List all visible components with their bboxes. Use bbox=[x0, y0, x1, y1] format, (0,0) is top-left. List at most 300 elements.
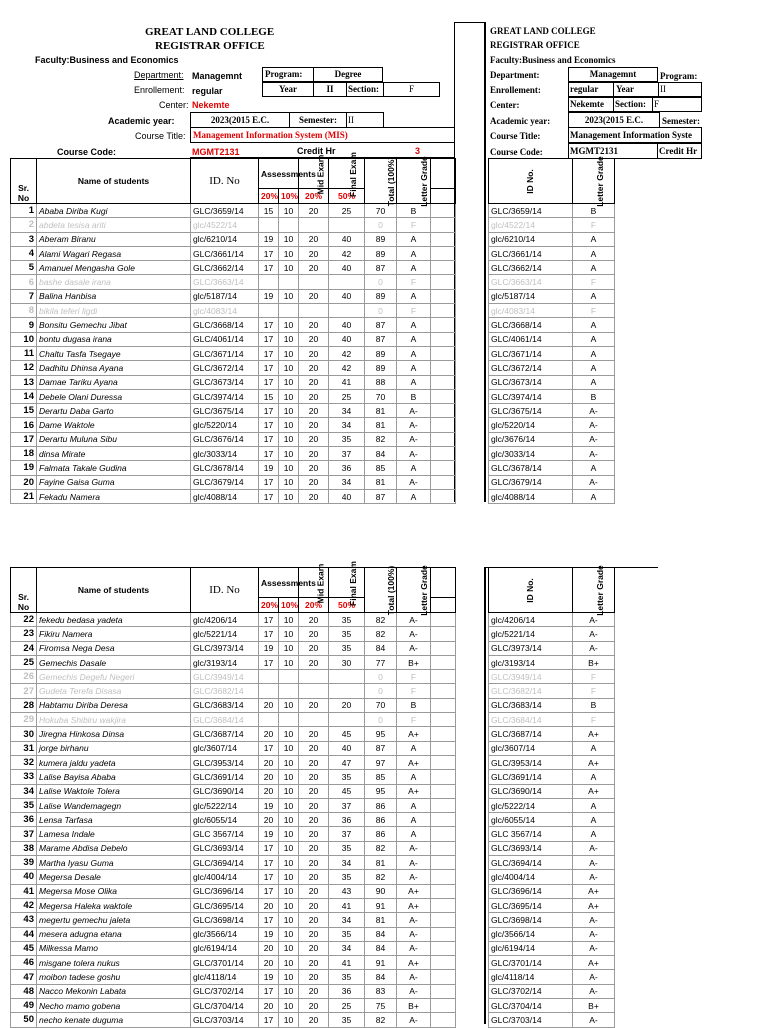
letter-grade-cell: A bbox=[397, 741, 431, 755]
office-title: REGISTRAR OFFICE bbox=[155, 40, 265, 52]
summary-id-cell: GLC 3567/14 bbox=[489, 827, 573, 841]
blank-cell bbox=[431, 404, 456, 418]
assess-a-cell: 17 bbox=[259, 884, 279, 898]
summary-row bbox=[489, 970, 615, 984]
sr-no-cell: 30 bbox=[11, 727, 37, 741]
letter-grade-cell: A- bbox=[397, 870, 431, 884]
blank-cell bbox=[431, 898, 456, 912]
assess-a-cell: 20 bbox=[259, 956, 279, 970]
student-row bbox=[11, 941, 456, 955]
total-cell: 84 bbox=[365, 970, 397, 984]
student-row bbox=[11, 884, 456, 898]
blank-cell bbox=[431, 927, 456, 941]
total-cell: 89 bbox=[365, 232, 397, 246]
blank-cell bbox=[431, 361, 456, 375]
summary-id-cell: GLC/3661/14 bbox=[489, 246, 573, 260]
assess-b-cell: 10 bbox=[279, 332, 299, 346]
mid-exam-cell bbox=[299, 713, 329, 727]
letter-grade-cell: A bbox=[397, 813, 431, 827]
letter-grade-header-text: Letter Grade bbox=[418, 565, 429, 616]
mid-exam-cell: 20 bbox=[299, 827, 329, 841]
total-cell: 83 bbox=[365, 984, 397, 998]
final-exam-cell: 35 bbox=[329, 641, 365, 655]
summary-id-cell: GLC/3673/14 bbox=[489, 375, 573, 389]
mid-exam-header-text: Mid Exam bbox=[315, 563, 326, 603]
summary-row bbox=[489, 798, 615, 812]
assess-b-cell: 10 bbox=[279, 361, 299, 375]
blank-pct bbox=[431, 189, 456, 204]
summary-grade-cell: F bbox=[573, 713, 615, 727]
summary-row bbox=[489, 627, 615, 641]
assess-a-cell: 17 bbox=[259, 246, 279, 260]
final-exam-cell: 34 bbox=[329, 856, 365, 870]
assess-a-cell: 20 bbox=[259, 999, 279, 1013]
student-row bbox=[11, 389, 456, 403]
summary-id-cell: glc/6055/14 bbox=[489, 813, 573, 827]
summary-id-cell: GLC/3682/14 bbox=[489, 684, 573, 698]
student-name-cell: fekedu bedasa yadeta bbox=[37, 613, 191, 627]
mid-exam-cell bbox=[299, 670, 329, 684]
letter-grade-cell: B+ bbox=[397, 999, 431, 1013]
total-header bbox=[365, 156, 397, 207]
course-title-label: Course Title: bbox=[135, 131, 186, 141]
assess-a-cell: 17 bbox=[259, 404, 279, 418]
summary-grade-cell: A bbox=[573, 741, 615, 755]
student-name-cell: Megersa Mose Olika bbox=[37, 884, 191, 898]
summary-grade-cell: A bbox=[573, 461, 615, 475]
year-label: Year bbox=[262, 82, 314, 97]
student-name-cell: Aberam Biranu bbox=[37, 232, 191, 246]
student-id-cell: glc/4083/14 bbox=[191, 304, 259, 318]
mid-exam-cell: 20 bbox=[299, 798, 329, 812]
letter-grade-cell: A- bbox=[397, 1013, 431, 1027]
assess-b-pct: 10% bbox=[279, 189, 299, 204]
letter-grade-cell: F bbox=[397, 218, 431, 232]
mid-pct: 20% bbox=[299, 189, 329, 204]
student-id-cell: GLC/3953/14 bbox=[191, 755, 259, 769]
letter-grade-cell: F bbox=[397, 304, 431, 318]
final-exam-cell: 40 bbox=[329, 232, 365, 246]
assess-b-cell: 10 bbox=[279, 204, 299, 218]
total-cell: 86 bbox=[365, 827, 397, 841]
student-id-cell: GLC/3676/14 bbox=[191, 432, 259, 446]
letter-grade-cell: A bbox=[397, 461, 431, 475]
total-cell: 84 bbox=[365, 447, 397, 461]
sr-no-cell: 47 bbox=[11, 970, 37, 984]
summary-id-cell: GLC/3698/14 bbox=[489, 913, 573, 927]
assess-a-cell: 17 bbox=[259, 655, 279, 669]
semester-label: Semester: bbox=[289, 112, 347, 128]
student-name-cell: bontu dugasa irana bbox=[37, 332, 191, 346]
student-row bbox=[11, 684, 456, 698]
student-id-cell: GLC/3679/14 bbox=[191, 475, 259, 489]
summary-grade-cell: A bbox=[573, 489, 615, 503]
summary-row bbox=[489, 784, 615, 798]
blank-cell bbox=[431, 741, 456, 755]
sr-no-cell: 3 bbox=[11, 232, 37, 246]
summary-row bbox=[489, 827, 615, 841]
total-cell: 87 bbox=[365, 489, 397, 503]
summary-id-cell: glc/4083/14 bbox=[489, 304, 573, 318]
grades-summary-top bbox=[488, 158, 615, 504]
summary-id-cell: GLC/3662/14 bbox=[489, 261, 573, 275]
right-college-title: GREAT LAND COLLEGE bbox=[490, 26, 596, 36]
assess-b-cell: 10 bbox=[279, 318, 299, 332]
sr-no-cell: 10 bbox=[11, 332, 37, 346]
student-id-cell: GLC/3691/14 bbox=[191, 770, 259, 784]
summary-id-cell: glc/4206/14 bbox=[489, 613, 573, 627]
id-no-header: ID. No bbox=[191, 159, 259, 204]
student-row bbox=[11, 404, 456, 418]
student-row bbox=[11, 318, 456, 332]
id-no-header: ID. No bbox=[191, 568, 259, 613]
student-name-cell: Damae Tariku Ayana bbox=[37, 375, 191, 389]
student-name-cell: Debele Olani Duressa bbox=[37, 389, 191, 403]
blank-cell bbox=[431, 418, 456, 432]
letter-grade-cell: A- bbox=[397, 941, 431, 955]
letter-grade-cell: A- bbox=[397, 447, 431, 461]
student-name-cell: Hokuba Shibiru wakjira bbox=[37, 713, 191, 727]
student-id-cell: glc/3033/14 bbox=[191, 447, 259, 461]
final-exam-cell: 40 bbox=[329, 261, 365, 275]
summary-grade-cell: A- bbox=[573, 927, 615, 941]
sr-no-cell: 42 bbox=[11, 898, 37, 912]
assess-b-cell: 10 bbox=[279, 232, 299, 246]
assess-a-cell: 17 bbox=[259, 432, 279, 446]
right-enrollment-label: Enrollement: bbox=[490, 85, 541, 95]
assess-b-cell: 10 bbox=[279, 784, 299, 798]
letter-grade-cell: F bbox=[397, 713, 431, 727]
mid-exam-cell: 20 bbox=[299, 627, 329, 641]
assess-b-cell bbox=[279, 713, 299, 727]
assess-b-cell: 10 bbox=[279, 418, 299, 432]
student-id-cell: GLC/3698/14 bbox=[191, 913, 259, 927]
assess-a-pct: 20% bbox=[259, 598, 279, 613]
summary-grade-cell: A- bbox=[573, 913, 615, 927]
right-grade-header bbox=[573, 156, 615, 207]
final-exam-cell bbox=[329, 713, 365, 727]
assess-a-cell: 20 bbox=[259, 941, 279, 955]
assess-b-cell: 10 bbox=[279, 927, 299, 941]
final-exam-cell: 40 bbox=[329, 318, 365, 332]
blank-cell bbox=[431, 289, 456, 303]
right-id-header-text: ID No. bbox=[525, 169, 535, 194]
sr-no-cell: 1 bbox=[11, 204, 37, 218]
assess-a-cell: 19 bbox=[259, 970, 279, 984]
student-row bbox=[11, 275, 456, 289]
total-cell: 0 bbox=[365, 670, 397, 684]
student-name-cell: Gudeta Terefa Disasa bbox=[37, 684, 191, 698]
mid-exam-cell: 20 bbox=[299, 813, 329, 827]
summary-grade-cell: B+ bbox=[573, 999, 615, 1013]
right-id-header-text: ID No. bbox=[525, 578, 535, 603]
mid-exam-cell: 20 bbox=[299, 613, 329, 627]
blank-cell bbox=[431, 813, 456, 827]
mid-exam-cell: 20 bbox=[299, 784, 329, 798]
right-course-code-label: Course Code: bbox=[490, 147, 543, 157]
total-cell: 70 bbox=[365, 698, 397, 712]
mid-exam-cell: 20 bbox=[299, 375, 329, 389]
student-name-cell: Ababa Diriba Kugi bbox=[37, 204, 191, 218]
student-row bbox=[11, 956, 456, 970]
mid-exam-cell: 20 bbox=[299, 856, 329, 870]
final-exam-cell: 40 bbox=[329, 489, 365, 503]
summary-grade-cell: A- bbox=[573, 970, 615, 984]
letter-grade-header bbox=[397, 156, 431, 207]
final-exam-cell: 36 bbox=[329, 461, 365, 475]
student-id-cell: GLC/3672/14 bbox=[191, 361, 259, 375]
blank-header bbox=[431, 568, 456, 598]
sr-no-cell: 14 bbox=[11, 389, 37, 403]
student-name-cell: Lamesa Indale bbox=[37, 827, 191, 841]
student-row bbox=[11, 361, 456, 375]
sr-no-cell: 18 bbox=[11, 447, 37, 461]
assess-b-cell: 10 bbox=[279, 389, 299, 403]
summary-row bbox=[489, 713, 615, 727]
final-exam-cell: 37 bbox=[329, 827, 365, 841]
summary-grade-cell: B bbox=[573, 204, 615, 218]
student-row bbox=[11, 670, 456, 684]
sr-no-cell: 20 bbox=[11, 475, 37, 489]
summary-row bbox=[489, 770, 615, 784]
summary-grade-cell: A bbox=[573, 827, 615, 841]
summary-row bbox=[489, 461, 615, 475]
student-name-cell: Lensa Tarfasa bbox=[37, 813, 191, 827]
right-department-value: Managemnt bbox=[568, 67, 658, 82]
mid-exam-cell: 20 bbox=[299, 841, 329, 855]
total-cell: 89 bbox=[365, 346, 397, 360]
assess-b-cell: 10 bbox=[279, 261, 299, 275]
mid-exam-cell: 20 bbox=[299, 941, 329, 955]
assess-a-cell bbox=[259, 275, 279, 289]
summary-grade-cell: A bbox=[573, 813, 615, 827]
summary-id-cell: GLC/3704/14 bbox=[489, 999, 573, 1013]
blank-cell bbox=[431, 698, 456, 712]
summary-id-cell: GLC/3668/14 bbox=[489, 318, 573, 332]
assess-a-cell: 17 bbox=[259, 475, 279, 489]
student-name-cell: Necho mamo gobena bbox=[37, 999, 191, 1013]
letter-grade-cell: A+ bbox=[397, 956, 431, 970]
sr-no-cell: 26 bbox=[11, 670, 37, 684]
sr-no-cell: 7 bbox=[11, 289, 37, 303]
student-row bbox=[11, 489, 456, 503]
student-row bbox=[11, 970, 456, 984]
student-id-cell: GLC/3974/14 bbox=[191, 389, 259, 403]
assess-b-cell: 10 bbox=[279, 475, 299, 489]
assess-b-cell: 10 bbox=[279, 913, 299, 927]
assess-b-cell: 10 bbox=[279, 827, 299, 841]
assess-a-cell: 19 bbox=[259, 798, 279, 812]
total-cell: 90 bbox=[365, 884, 397, 898]
final-exam-header-text: Final Exam bbox=[347, 560, 358, 606]
right-office-title: REGISTRAR OFFICE bbox=[490, 40, 580, 50]
letter-grade-cell: A- bbox=[397, 913, 431, 927]
summary-id-cell: glc/4004/14 bbox=[489, 870, 573, 884]
summary-grade-cell: A- bbox=[573, 432, 615, 446]
blank-cell bbox=[431, 627, 456, 641]
assess-a-cell: 20 bbox=[259, 755, 279, 769]
final-exam-cell: 37 bbox=[329, 798, 365, 812]
student-name-cell: Fekadu Namera bbox=[37, 489, 191, 503]
blank-cell bbox=[431, 318, 456, 332]
summary-row bbox=[489, 232, 615, 246]
student-name-cell: Derartu Daba Garto bbox=[37, 404, 191, 418]
assess-b-cell: 10 bbox=[279, 447, 299, 461]
assess-b-cell: 10 bbox=[279, 798, 299, 812]
final-exam-cell: 34 bbox=[329, 475, 365, 489]
assess-b-pct: 10% bbox=[279, 598, 299, 613]
year-value: II bbox=[313, 82, 347, 97]
summary-row bbox=[489, 684, 615, 698]
summary-grade-cell: A- bbox=[573, 404, 615, 418]
student-name-cell: jorge birhanu bbox=[37, 741, 191, 755]
total-cell: 81 bbox=[365, 913, 397, 927]
summary-row bbox=[489, 346, 615, 360]
blank-cell bbox=[431, 798, 456, 812]
student-id-cell: GLC/3696/14 bbox=[191, 884, 259, 898]
mid-exam-cell bbox=[299, 684, 329, 698]
letter-grade-cell: B bbox=[397, 389, 431, 403]
summary-id-cell: glc/4522/14 bbox=[489, 218, 573, 232]
student-name-header: Name of students bbox=[37, 159, 191, 204]
summary-grade-cell: A bbox=[573, 770, 615, 784]
blank-cell bbox=[431, 770, 456, 784]
summary-id-cell: glc/5221/14 bbox=[489, 627, 573, 641]
assess-a-cell: 17 bbox=[259, 489, 279, 503]
student-id-cell: GLC/3684/14 bbox=[191, 713, 259, 727]
assessment-header: Assessments bbox=[259, 159, 299, 189]
summary-row bbox=[489, 956, 615, 970]
final-exam-cell: 43 bbox=[329, 884, 365, 898]
right-grade-header bbox=[573, 565, 615, 616]
sr-no-cell: 41 bbox=[11, 884, 37, 898]
student-name-cell: Megersa Desale bbox=[37, 870, 191, 884]
summary-id-cell: GLC/3702/14 bbox=[489, 984, 573, 998]
right-id-header bbox=[489, 568, 573, 613]
summary-row bbox=[489, 361, 615, 375]
student-id-cell: GLC/3668/14 bbox=[191, 318, 259, 332]
mid-exam-cell: 20 bbox=[299, 389, 329, 403]
student-row bbox=[11, 375, 456, 389]
final-exam-cell: 42 bbox=[329, 246, 365, 260]
student-row bbox=[11, 346, 456, 360]
assess-a-cell: 20 bbox=[259, 727, 279, 741]
student-row bbox=[11, 627, 456, 641]
student-row bbox=[11, 913, 456, 927]
summary-row bbox=[489, 898, 615, 912]
total-cell: 82 bbox=[365, 841, 397, 855]
sr-no-cell: 13 bbox=[11, 375, 37, 389]
total-cell: 87 bbox=[365, 318, 397, 332]
summary-row bbox=[489, 927, 615, 941]
blank-cell bbox=[431, 489, 456, 503]
assess-b-cell: 10 bbox=[279, 641, 299, 655]
blank-cell bbox=[431, 375, 456, 389]
student-name-cell: Milkessa Mamo bbox=[37, 941, 191, 955]
mid-exam-header-text: Mid Exam bbox=[315, 154, 326, 194]
summary-id-cell: glc/3193/14 bbox=[489, 655, 573, 669]
summary-grade-cell: A bbox=[573, 246, 615, 260]
assess-b-cell: 10 bbox=[279, 375, 299, 389]
student-name-cell: Lalise Bayisa Ababa bbox=[37, 770, 191, 784]
sr-no-header: Sr. No bbox=[11, 159, 37, 204]
total-cell: 0 bbox=[365, 713, 397, 727]
summary-grade-cell: A- bbox=[573, 870, 615, 884]
letter-grade-header-text: Letter Grade bbox=[418, 156, 429, 207]
student-name-cell: Lalise Waktole Tolera bbox=[37, 784, 191, 798]
assess-b-cell: 10 bbox=[279, 627, 299, 641]
letter-grade-cell: A bbox=[397, 232, 431, 246]
mid-exam-cell: 20 bbox=[299, 755, 329, 769]
student-name-cell: moibon tadese goshu bbox=[37, 970, 191, 984]
blank-cell bbox=[431, 670, 456, 684]
summary-grade-cell: A bbox=[573, 361, 615, 375]
mid-exam-cell: 20 bbox=[299, 956, 329, 970]
right-grade-header-text: Letter Grade bbox=[594, 156, 605, 207]
student-row bbox=[11, 698, 456, 712]
student-id-cell: GLC/3704/14 bbox=[191, 999, 259, 1013]
assess-a-cell: 17 bbox=[259, 375, 279, 389]
lower-divider-right bbox=[484, 567, 486, 1024]
student-row bbox=[11, 289, 456, 303]
summary-row bbox=[489, 418, 615, 432]
summary-id-cell: glc/4118/14 bbox=[489, 970, 573, 984]
summary-row bbox=[489, 332, 615, 346]
blank-cell bbox=[431, 784, 456, 798]
student-row bbox=[11, 841, 456, 855]
mid-exam-header bbox=[299, 154, 329, 194]
total-cell: 82 bbox=[365, 432, 397, 446]
letter-grade-cell: A bbox=[397, 361, 431, 375]
student-id-cell: glc/6055/14 bbox=[191, 813, 259, 827]
mid-exam-cell: 20 bbox=[299, 870, 329, 884]
summary-id-cell: GLC/3672/14 bbox=[489, 361, 573, 375]
final-exam-cell: 35 bbox=[329, 970, 365, 984]
summary-id-cell: GLC/3678/14 bbox=[489, 461, 573, 475]
summary-id-cell: glc/4088/14 bbox=[489, 489, 573, 503]
mid-exam-cell: 20 bbox=[299, 698, 329, 712]
student-row bbox=[11, 304, 456, 318]
summary-grade-cell: A bbox=[573, 318, 615, 332]
total-cell: 81 bbox=[365, 404, 397, 418]
sr-no-cell: 21 bbox=[11, 489, 37, 503]
student-id-cell: GLC/3678/14 bbox=[191, 461, 259, 475]
summary-grade-cell: F bbox=[573, 304, 615, 318]
mid-exam-cell: 20 bbox=[299, 999, 329, 1013]
total-header bbox=[365, 565, 397, 616]
letter-grade-cell: A- bbox=[397, 856, 431, 870]
final-exam-cell: 34 bbox=[329, 913, 365, 927]
mid-exam-cell: 20 bbox=[299, 984, 329, 998]
assess-b-cell: 10 bbox=[279, 884, 299, 898]
assess-b-cell: 10 bbox=[279, 999, 299, 1013]
letter-grade-cell: A bbox=[397, 798, 431, 812]
summary-id-cell: glc/6194/14 bbox=[489, 941, 573, 955]
final-exam-cell: 34 bbox=[329, 404, 365, 418]
summary-grade-cell: A- bbox=[573, 641, 615, 655]
total-cell: 82 bbox=[365, 870, 397, 884]
final-exam-cell: 35 bbox=[329, 927, 365, 941]
right-semester-label: Semester: bbox=[662, 116, 700, 126]
assess-b-cell: 10 bbox=[279, 613, 299, 627]
student-id-cell: GLC/3675/14 bbox=[191, 404, 259, 418]
student-name-cell: Alami Wagari Regasa bbox=[37, 246, 191, 260]
assess-a-cell: 17 bbox=[259, 361, 279, 375]
right-course-title-value: Management Information Syste bbox=[568, 127, 702, 143]
grades-table-bottom bbox=[10, 560, 456, 1028]
department-label: Department: bbox=[134, 70, 184, 80]
letter-grade-cell: F bbox=[397, 275, 431, 289]
